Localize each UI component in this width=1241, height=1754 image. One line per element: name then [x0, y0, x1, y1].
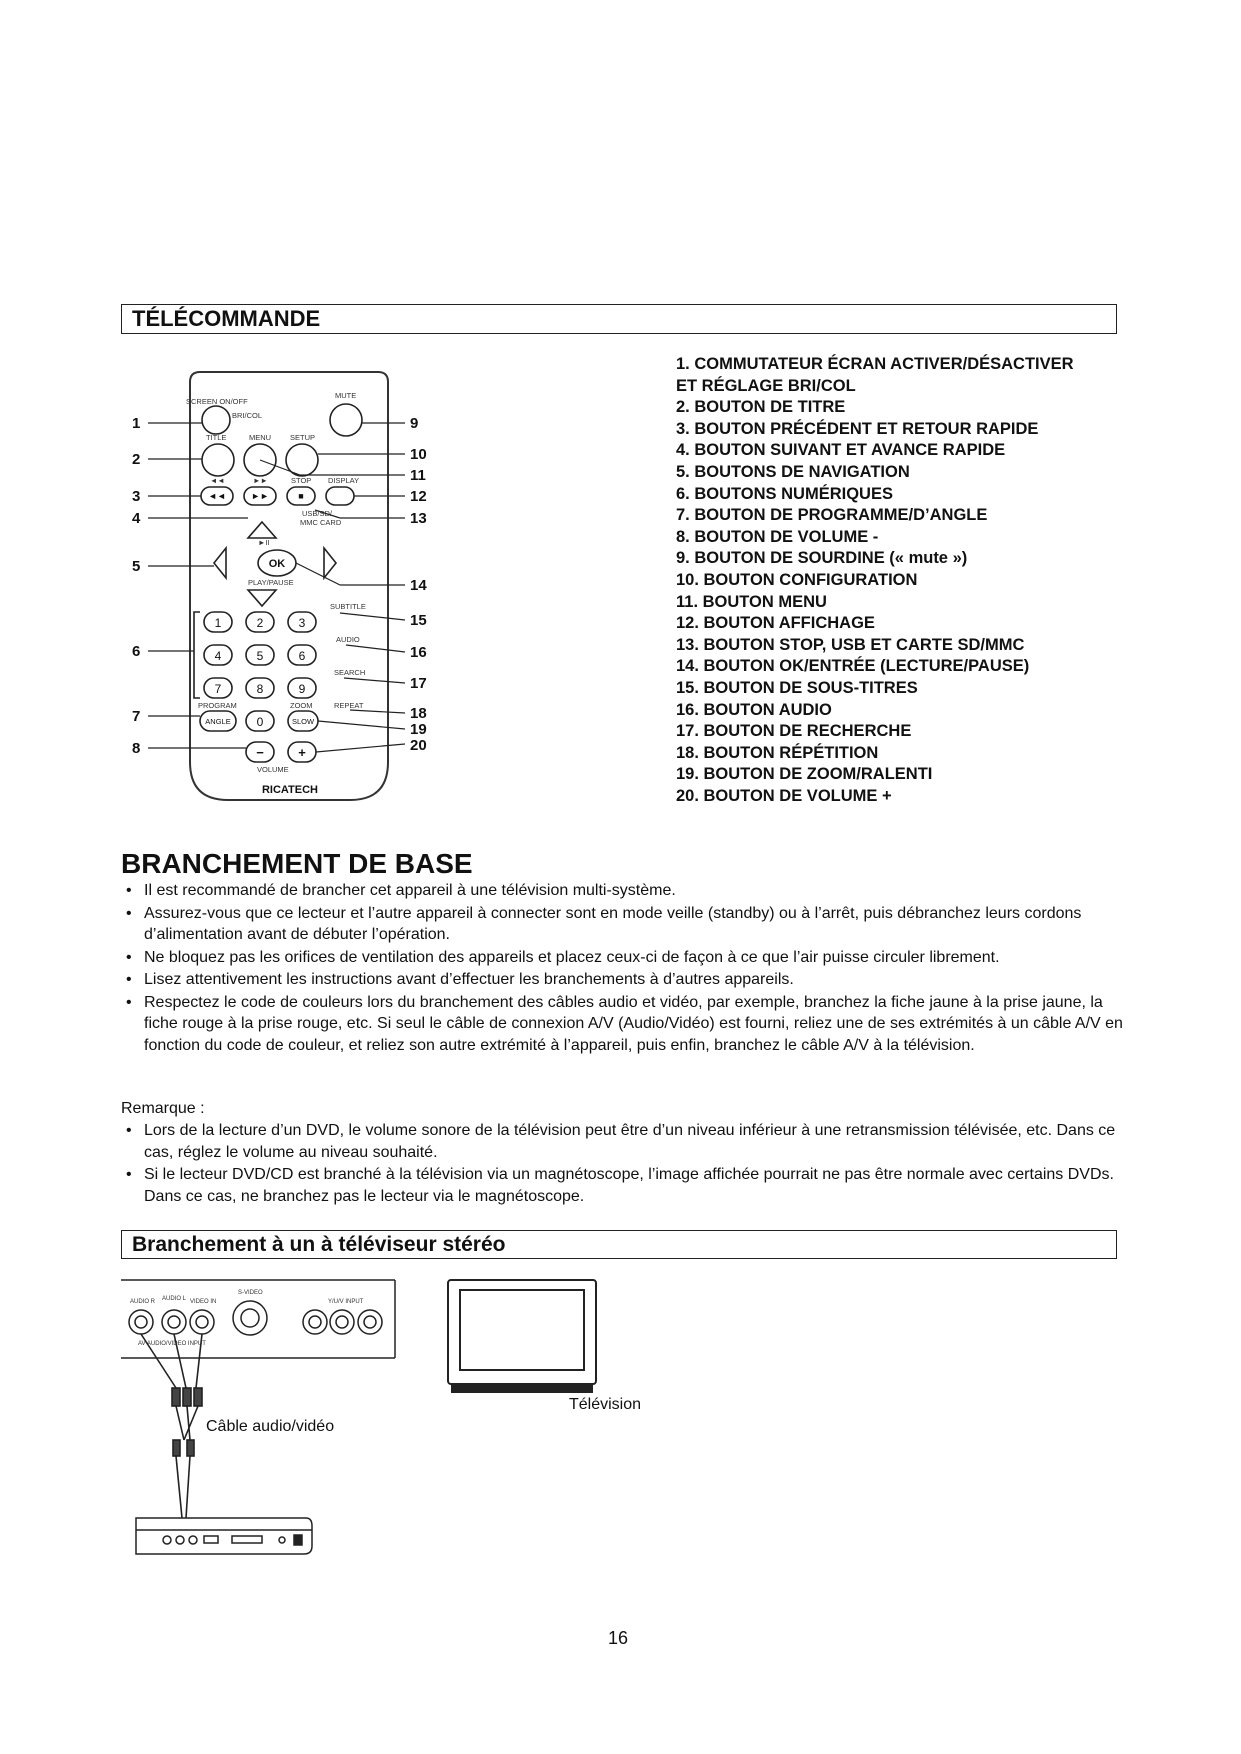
- label-setup: SETUP: [290, 433, 316, 442]
- callout-16: 16: [410, 644, 427, 661]
- list-item: 7. BOUTON DE PROGRAMME/D’ANGLE: [676, 506, 988, 525]
- label-prev: ◄◄: [208, 491, 226, 501]
- list-item: • Respectez le code de couleurs lors du branchement des câbles audio et vidéo, par exemple, branchez la fiche jaune à la prise jaune, la fiche rouge à la prise rouge, etc. Si seul le câble de connexion A/V (Audio/Vidéo) est fourni, reliez une de ses extrémités à un câble A/V en fonction du code de couleur, et reliez son autre extrémité à l’appareil, puis enfin, branchez le câble A/V à la télévision.: [124, 992, 1124, 1057]
- remote-brand: RICATECH: [261, 784, 319, 796]
- panel-label-yuv: Y/U/V INPUT: [328, 1299, 364, 1305]
- page-number: 16: [608, 1628, 629, 1648]
- panel-label-av: AV AUDIO/VIDEO INPUT: [138, 1341, 206, 1347]
- label-d0: 0: [256, 715, 264, 729]
- list-item: 3. BOUTON PRÉCÉDENT ET RETOUR RAPIDE: [676, 419, 1039, 438]
- list-item: ET RÉGLAGE BRI/COL: [676, 376, 856, 395]
- callout-3: 3: [132, 488, 141, 505]
- panel-label-audiol: AUDIO L: [162, 1296, 187, 1302]
- callout-11: 11: [410, 467, 426, 484]
- label-audio: AUDIO: [336, 635, 360, 644]
- label-stopsym: ■: [298, 491, 304, 501]
- av-cable: [141, 1334, 202, 1518]
- section-heading-branchement-base: BRANCHEMENT DE BASE: [121, 848, 473, 879]
- list-item: 5. BOUTONS DE NAVIGATION: [676, 462, 910, 481]
- label-rew: ◄◄: [210, 476, 225, 485]
- callout-5: 5: [132, 558, 141, 575]
- section-header-stereo: Branchement à un à téléviseur stéréo: [121, 1230, 1117, 1259]
- list-item: 13. BOUTON STOP, USB ET CARTE SD/MMC: [676, 635, 1025, 654]
- list-item: 20. BOUTON DE VOLUME +: [676, 786, 892, 805]
- callout-1: 1: [132, 415, 141, 432]
- label-mmc: MMC CARD: [300, 518, 342, 527]
- label-volume: VOLUME: [257, 765, 289, 774]
- panel-label-svideo: S-VIDEO: [238, 1290, 263, 1296]
- label-ok: OK: [268, 558, 286, 570]
- label-zoom: ZOOM: [290, 701, 313, 710]
- label-usb: USB/SD/: [302, 509, 333, 518]
- panel-label-audio: AUDIO R: [130, 1299, 156, 1305]
- label-playpause: PLAY/PAUSE: [248, 578, 294, 587]
- callout-14: 14: [410, 577, 427, 594]
- list-item: • Assurez-vous que ce lecteur et l’autre appareil à connecter sont en mode veille (standby) ou à l’arrêt, puis débranchez leurs cordons d’alimentation avant de débuter l’opération.: [124, 903, 1124, 946]
- list-item: • Ne bloquez pas les orifices de ventilation des appareils et placez ceux-ci de façon à ce que l’air puisse circuler librement.: [124, 947, 1124, 969]
- list-item: 14. BOUTON OK/ENTRÉE (LECTURE/PAUSE): [676, 657, 1030, 676]
- callout-12: 12: [410, 488, 427, 505]
- label-d5: 5: [256, 649, 264, 663]
- list-item: 15. BOUTON DE SOUS-TITRES: [676, 678, 918, 697]
- tv-caption: Télévision: [569, 1396, 642, 1413]
- label-stop: STOP: [291, 476, 312, 485]
- dvd-player: [136, 1518, 312, 1554]
- label-d9: 9: [298, 682, 306, 696]
- label-d3: 3: [298, 616, 306, 630]
- callout-19: 19: [410, 721, 427, 738]
- callout-4: 4: [132, 510, 141, 527]
- list-item: 10. BOUTON CONFIGURATION: [676, 570, 918, 589]
- list-item: 1. COMMUTATEUR ÉCRAN ACTIVER/DÉSACTIVER: [676, 355, 1074, 373]
- label-angle: ANGLE: [205, 717, 231, 726]
- list-item: • Il est recommandé de brancher cet appareil à une télévision multi-système.: [124, 880, 1124, 902]
- list-item: • Lisez attentivement les instructions avant d’effectuer les branchements à d’autres appareils.: [124, 969, 1124, 991]
- label-bricol: BRI/COL: [232, 411, 263, 420]
- callout-6: 6: [132, 643, 141, 660]
- callout-9: 9: [410, 415, 419, 432]
- list-item: 12. BOUTON AFFICHAGE: [676, 614, 875, 633]
- callout-10: 10: [410, 446, 427, 463]
- label-d7: 7: [214, 682, 222, 696]
- panel-label-video: VIDEO IN: [190, 1299, 217, 1305]
- list-item: 19. BOUTON DE ZOOM/RALENTI: [676, 765, 933, 784]
- callout-2: 2: [132, 451, 141, 468]
- list-item: 17. BOUTON DE RECHERCHE: [676, 722, 912, 741]
- label-search: SEARCH: [334, 668, 366, 677]
- label-repeat: REPEAT: [334, 701, 364, 710]
- list-item: • Lors de la lecture d’un DVD, le volume sonore de la télévision peut être d’un niveau inférieur à une retransmission télévisée, etc. Dans ce cas, réglez le volume au niveau souhaité.: [124, 1120, 1124, 1163]
- label-ff: ►►: [253, 476, 268, 485]
- television: [448, 1280, 596, 1392]
- label-subtitle: SUBTITLE: [330, 602, 366, 611]
- callout-13: 13: [410, 510, 427, 527]
- list-item: 9. BOUTON DE SOURDINE (« mute »): [676, 549, 968, 568]
- list-item: 6. BOUTONS NUMÉRIQUES: [676, 484, 893, 503]
- label-title: TITLE: [206, 433, 227, 442]
- label-program: PROGRAM: [198, 701, 237, 710]
- callout-8: 8: [132, 740, 141, 757]
- list-item: 4. BOUTON SUIVANT ET AVANCE RAPIDE: [676, 441, 1006, 460]
- label-d1: 1: [214, 616, 222, 630]
- label-d2: 2: [256, 616, 264, 630]
- list-item: 2. BOUTON DE TITRE: [676, 398, 846, 417]
- label-playsym: ►II: [258, 538, 270, 547]
- list-item: 11. BOUTON MENU: [676, 592, 827, 611]
- label-minus: −: [256, 745, 264, 760]
- label-display: DISPLAY: [328, 476, 360, 485]
- section-header-telecommande: TÉLÉCOMMANDE: [121, 304, 1117, 334]
- label-plus: +: [298, 745, 306, 760]
- list-item: 8. BOUTON DE VOLUME -: [676, 527, 879, 546]
- callout-18: 18: [410, 705, 427, 722]
- list-item: 16. BOUTON AUDIO: [676, 700, 832, 719]
- callout-15: 15: [410, 612, 427, 629]
- label-mute: MUTE: [335, 391, 357, 400]
- list-item: 18. BOUTON RÉPÉTITION: [676, 743, 879, 762]
- label-menu: MENU: [249, 433, 272, 442]
- label-d8: 8: [256, 682, 264, 696]
- label-slow: SLOW: [291, 717, 315, 726]
- callout-17: 17: [410, 675, 427, 692]
- label-screen: SCREEN ON/OFF: [186, 397, 248, 406]
- label-next: ►►: [251, 491, 269, 501]
- label-d4: 4: [214, 649, 222, 663]
- remarks-label: Remarque :: [121, 1100, 205, 1117]
- callout-20: 20: [410, 737, 427, 754]
- list-item: • Si le lecteur DVD/CD est branché à la télévision via un magnétoscope, l’image affichée pourrait ne pas être normale avec certains DVDs. Dans ce cas, ne branchez pas le lecteur via le magnétoscope.: [124, 1164, 1124, 1207]
- callout-7: 7: [132, 708, 141, 725]
- label-d6: 6: [298, 649, 306, 663]
- cable-caption: Câble audio/vidéo: [206, 1418, 335, 1435]
